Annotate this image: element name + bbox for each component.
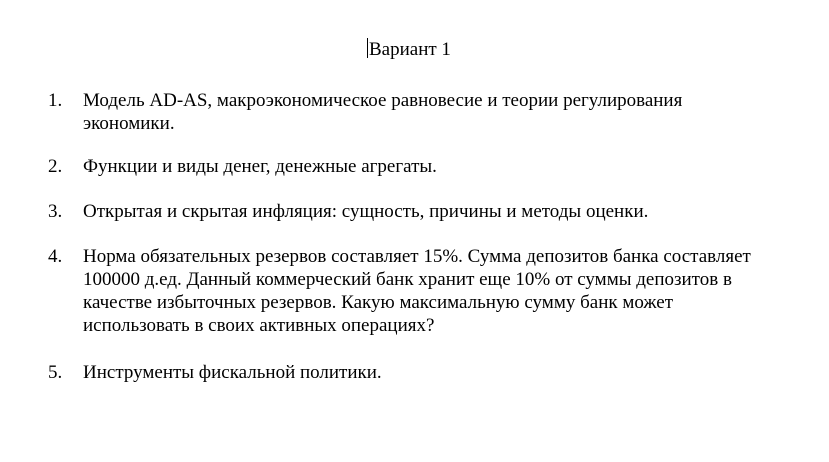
document-title (367, 38, 451, 62)
text-line: Открытая и скрытая инфляция: сущность, причины и методы оценки. (83, 201, 649, 222)
list-number: 2. (48, 156, 63, 177)
text-line: экономики. (83, 113, 175, 134)
list-item-text (83, 89, 813, 135)
text-line: качестве избыточных резервов. Какую максимальную сумму банк может (83, 292, 674, 313)
text-line: Модель AD-AS, макроэкономическое равновесие и теории регулирования (83, 90, 683, 111)
list-number: 5. (48, 362, 63, 383)
text-line: Норма обязательных резервов составляет 15%. Сумма депозитов банка составляет (83, 246, 751, 267)
list-number: 1. (48, 90, 63, 111)
text-line: Функции и виды денег, денежные агрегаты. (83, 156, 437, 177)
title-text: Вариант 1 (369, 39, 451, 60)
text-line: Инструменты фискальной политики. (83, 362, 382, 383)
list-item-text (83, 155, 813, 178)
list-item-text (83, 200, 813, 223)
list-item-text (83, 361, 813, 384)
list-item-text (83, 245, 813, 337)
list-number: 4. (48, 246, 63, 267)
list-number: 3. (48, 201, 63, 222)
text-line: 100000 д.ед. Данный коммерческий банк хранит еще 10% от суммы депозитов в (83, 269, 732, 290)
text-cursor (367, 38, 368, 58)
text-line: использовать в своих активных операциях? (83, 315, 435, 336)
